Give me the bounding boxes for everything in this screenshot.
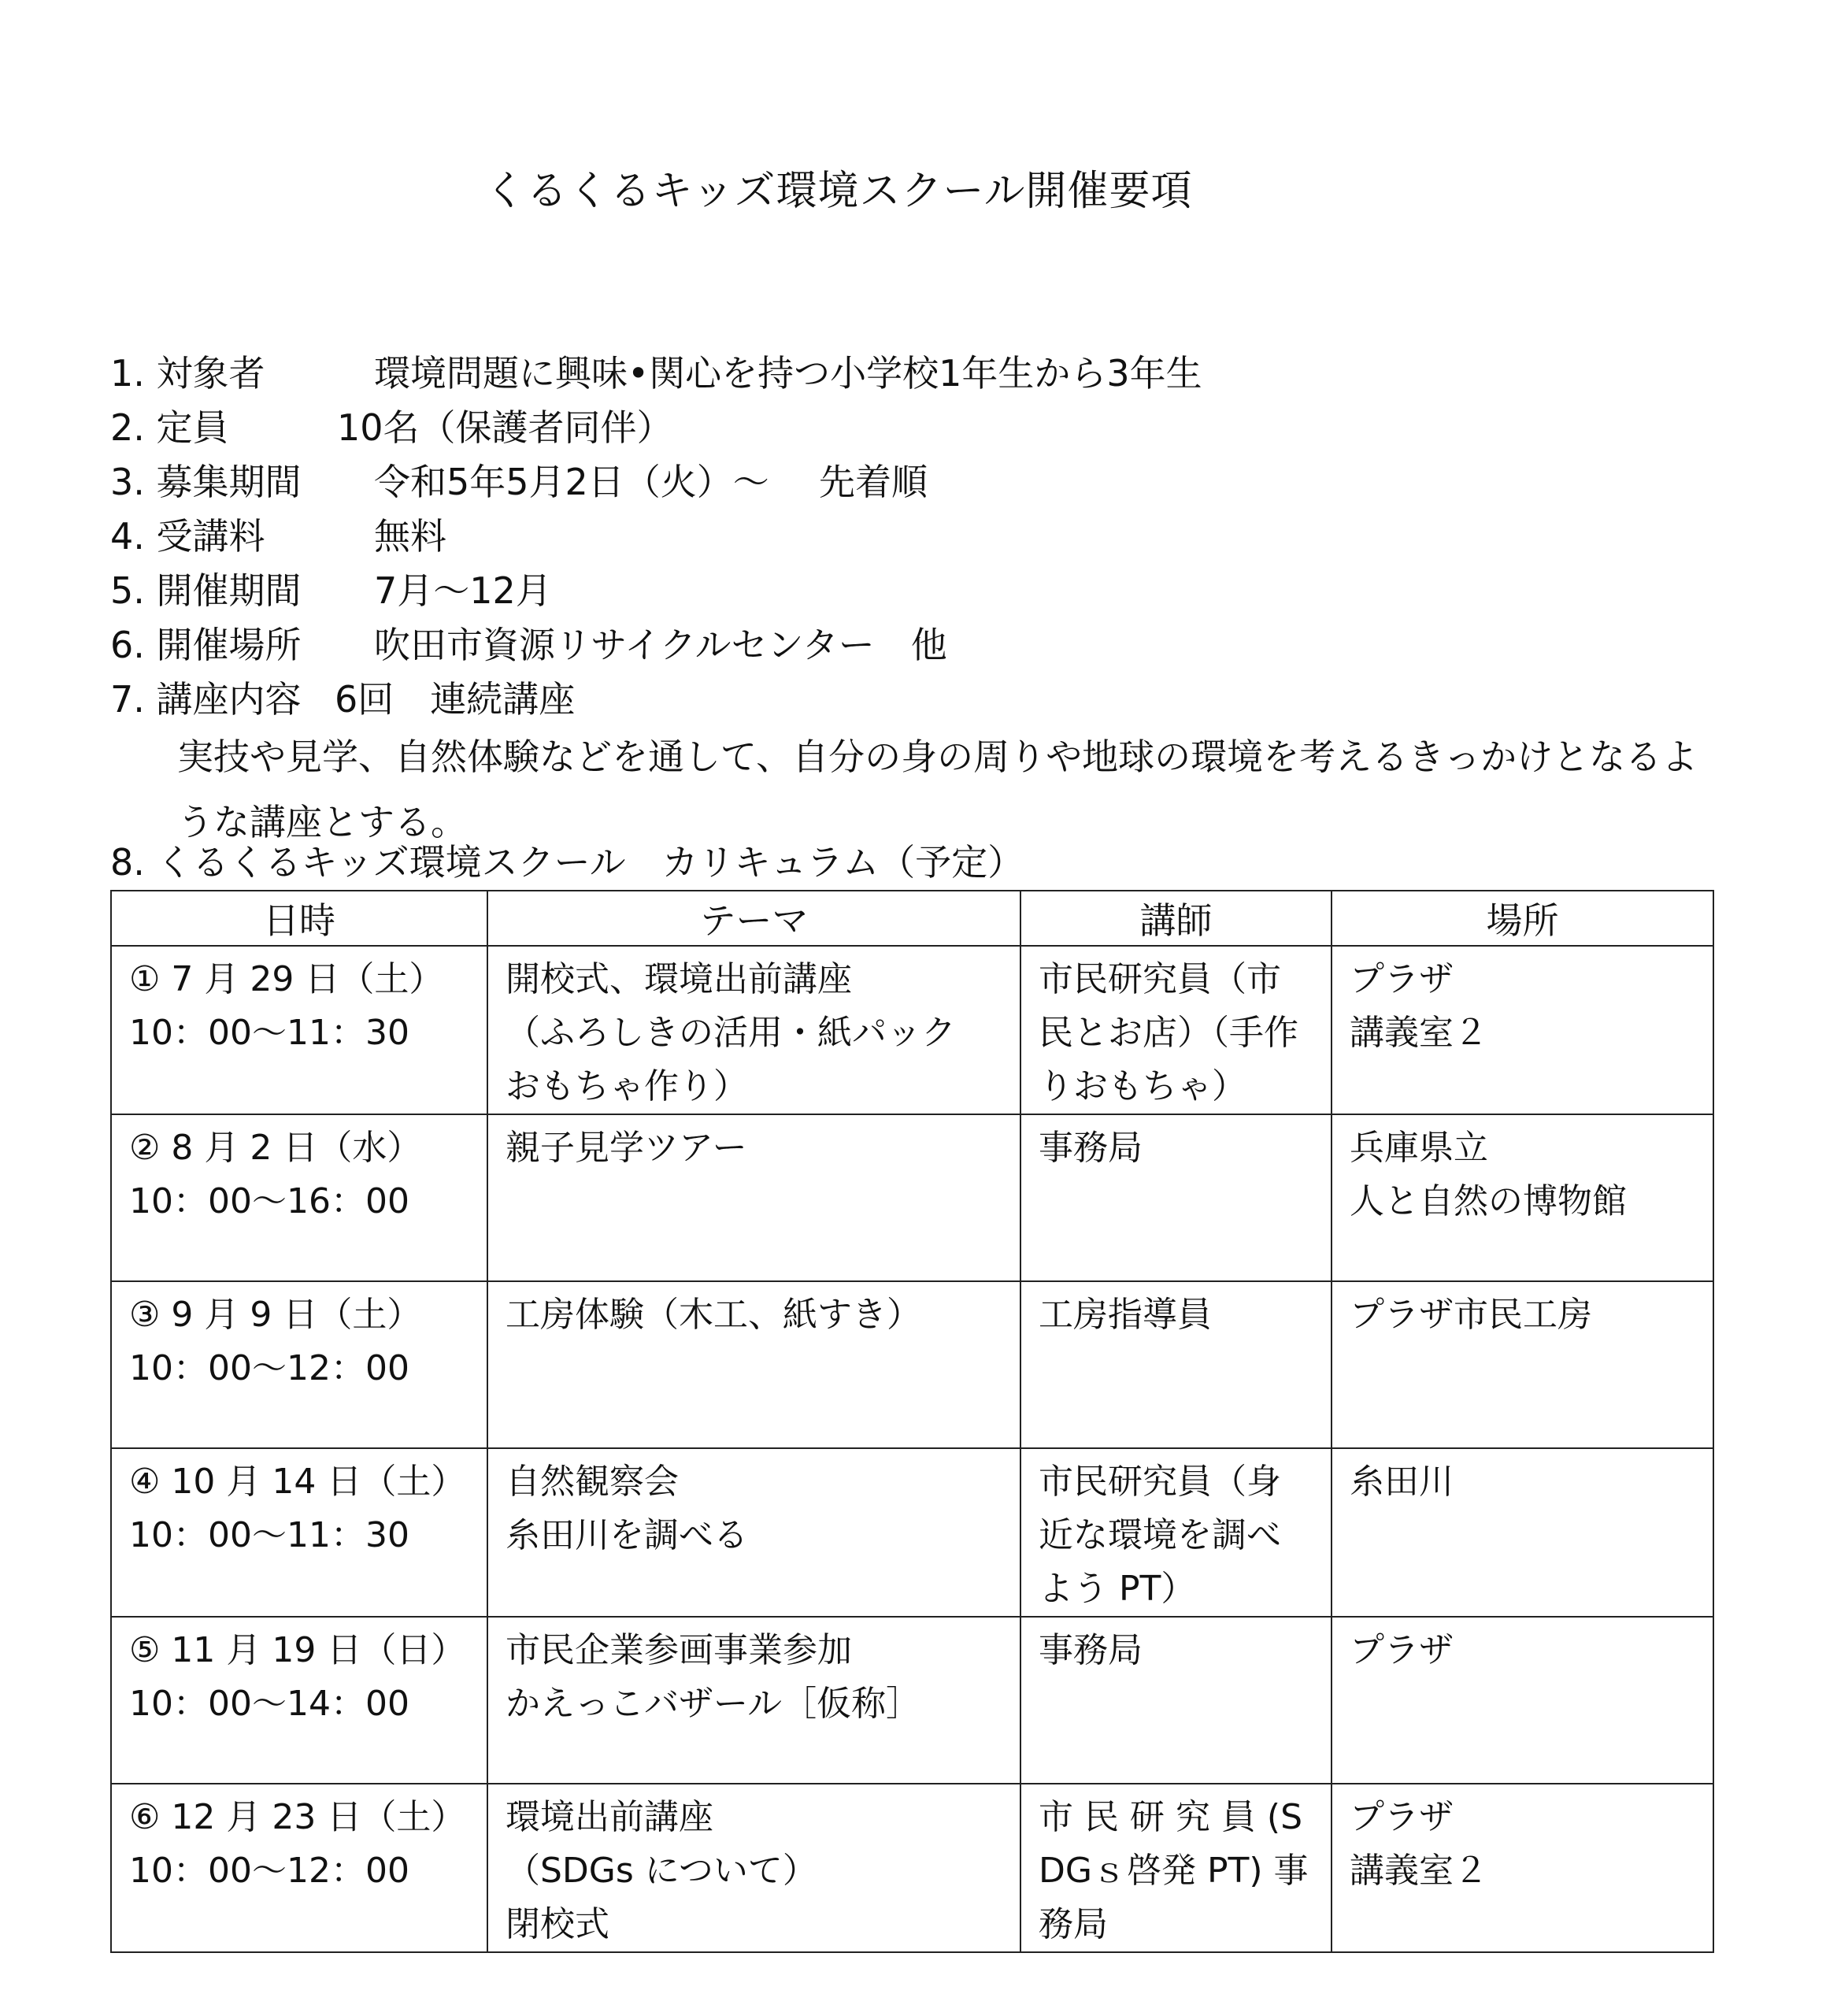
table-row: [111, 1448, 1713, 1617]
header-theme: テーマ: [487, 891, 1020, 946]
outline-value: 令和5年5月2日（火）～: [374, 461, 769, 503]
outline-label: 4. 受講料: [110, 515, 265, 558]
cell-place: [1332, 1114, 1713, 1281]
place-line: プラザ: [1350, 1630, 1454, 1670]
outline-item-recruitment: [110, 455, 1764, 510]
lecturer-text: 市民研究員（身近な環境を調べよう PT）: [1039, 1462, 1281, 1609]
lecturer-text: 市民研究員（市民とお店）（手作りおもちゃ）: [1039, 959, 1298, 1106]
session-date: ⑥ 12 月 23 日（土）: [129, 1797, 466, 1837]
session-date: ④ 10 月 14 日（土）: [129, 1462, 466, 1502]
outline-item-capacity: [110, 401, 1764, 455]
document-title: くるくるキッズ環境スクール開催要項: [484, 168, 1193, 215]
header-lecturer: 講師: [1020, 891, 1332, 946]
theme-line: 環境出前講座: [506, 1797, 713, 1837]
curriculum-caption: 8. くるくるキッズ環境スクール カリキュラム（予定）: [110, 841, 1024, 884]
cell-lecturer: [1020, 1448, 1332, 1617]
session-time: 10：00～11：30: [129, 1515, 409, 1555]
outline-item-period: [110, 564, 1764, 618]
place-line: プラザ: [1350, 1797, 1454, 1837]
cell-place: [1332, 1448, 1713, 1617]
cell-lecturer: [1020, 1114, 1332, 1281]
outline-item-target: [110, 346, 1764, 401]
outline-value: 無料: [374, 515, 446, 558]
session-date: ③ 9 月 9 日（土）: [129, 1295, 422, 1335]
place-line: 講義室２: [1350, 1013, 1488, 1053]
cell-theme: [487, 946, 1020, 1114]
cell-place: [1332, 1617, 1713, 1784]
lecturer-text: 工房指導員: [1039, 1295, 1212, 1335]
theme-line: （SDGs について）: [506, 1851, 817, 1891]
header-place: 場所: [1332, 891, 1713, 946]
session-time: 10：00～14：00: [129, 1684, 409, 1724]
session-time: 10：00～12：00: [129, 1851, 409, 1891]
cell-theme: [487, 1281, 1020, 1448]
table-row: [111, 1114, 1713, 1281]
outline-item-venue: [110, 618, 1764, 673]
outline-value: 環境問題に興味•関心を持つ小学校1年生から3年生: [374, 352, 1202, 395]
session-time: 10：00～16：00: [129, 1181, 409, 1221]
cell-place: [1332, 946, 1713, 1114]
cell-theme: [487, 1114, 1020, 1281]
cell-place: [1332, 1784, 1713, 1952]
place-line: 糸田川: [1350, 1462, 1454, 1502]
theme-line: 糸田川を調べる: [506, 1515, 748, 1555]
outline-extra: 先着順: [819, 461, 928, 503]
outline-value: 7月～12月: [374, 569, 552, 612]
theme-line: 開校式、環境出前講座: [506, 959, 852, 999]
place-line: 講義室２: [1350, 1851, 1488, 1891]
cell-lecturer: [1020, 1281, 1332, 1448]
cell-datetime: [111, 946, 487, 1114]
lecturer-text: 市 民 研 究 員 (SDGｓ啓発 PT) 事務局: [1039, 1797, 1309, 1944]
outline-label: 3. 募集期間: [110, 461, 302, 503]
outline-list: [110, 346, 1764, 727]
curriculum-table: [110, 890, 1714, 1953]
outline-value: 10名（保護者同伴）: [337, 406, 673, 449]
cell-theme: [487, 1617, 1020, 1784]
cell-datetime: [111, 1784, 487, 1952]
theme-line: （ふろしきの活用・紙パック: [506, 1013, 956, 1053]
cell-theme: [487, 1784, 1020, 1952]
outline-value: 6回 連続講座: [335, 678, 576, 721]
session-time: 10：00～11：30: [129, 1013, 409, 1053]
cell-place: [1332, 1281, 1713, 1448]
cell-datetime: [111, 1281, 487, 1448]
theme-line: かえっこバザール［仮称］: [506, 1684, 921, 1724]
header-datetime: 日時: [111, 891, 487, 946]
session-date: ⑤ 11 月 19 日（日）: [129, 1630, 466, 1670]
table-row: [111, 946, 1713, 1114]
outline-value: 吹田市資源リサイクルセンター 他: [374, 624, 947, 666]
cell-datetime: [111, 1617, 487, 1784]
place-line: プラザ: [1350, 959, 1454, 999]
table-row: [111, 1281, 1713, 1448]
outline-label: 5. 開催期間: [110, 569, 302, 612]
cell-lecturer: [1020, 946, 1332, 1114]
cell-lecturer: [1020, 1617, 1332, 1784]
course-description: 実技や見学、自然体験などを通して、自分の身の周りや地球の環境を考えるきっかけとなるような講座とする。: [177, 736, 1698, 843]
cell-datetime: [111, 1114, 487, 1281]
table-row: [111, 1784, 1713, 1952]
outline-item-content: [110, 673, 1764, 727]
session-date: ② 8 月 2 日（水）: [129, 1128, 422, 1168]
session-date: ① 7 月 29 日（土）: [129, 959, 444, 999]
cell-lecturer: [1020, 1784, 1332, 1952]
place-line: プラザ市民工房: [1350, 1295, 1592, 1335]
theme-line: 閉校式: [506, 1904, 609, 1944]
theme-line: 市民企業参画事業参加: [506, 1630, 852, 1670]
place-line: 兵庫県立: [1350, 1128, 1488, 1168]
cell-theme: [487, 1448, 1020, 1617]
lecturer-text: 事務局: [1039, 1630, 1143, 1670]
table-header-row: [111, 891, 1713, 946]
session-time: 10：00～12：00: [129, 1348, 409, 1388]
theme-line: 親子見学ツアー: [506, 1128, 747, 1168]
cell-datetime: [111, 1448, 487, 1617]
place-line: 人と自然の博物館: [1350, 1181, 1627, 1221]
table-row: [111, 1617, 1713, 1784]
outline-label: 2. 定員: [110, 406, 229, 449]
lecturer-text: 事務局: [1039, 1128, 1143, 1168]
outline-label: 7. 講座内容: [110, 678, 302, 721]
theme-line: 自然観察会: [506, 1462, 679, 1502]
theme-line: おもちゃ作り）: [506, 1066, 748, 1106]
outline-item-fee: [110, 510, 1764, 564]
outline-label: 6. 開催場所: [110, 624, 302, 666]
theme-line: 工房体験（木工、紙すき）: [506, 1295, 921, 1335]
outline-label: 1. 対象者: [110, 352, 265, 395]
